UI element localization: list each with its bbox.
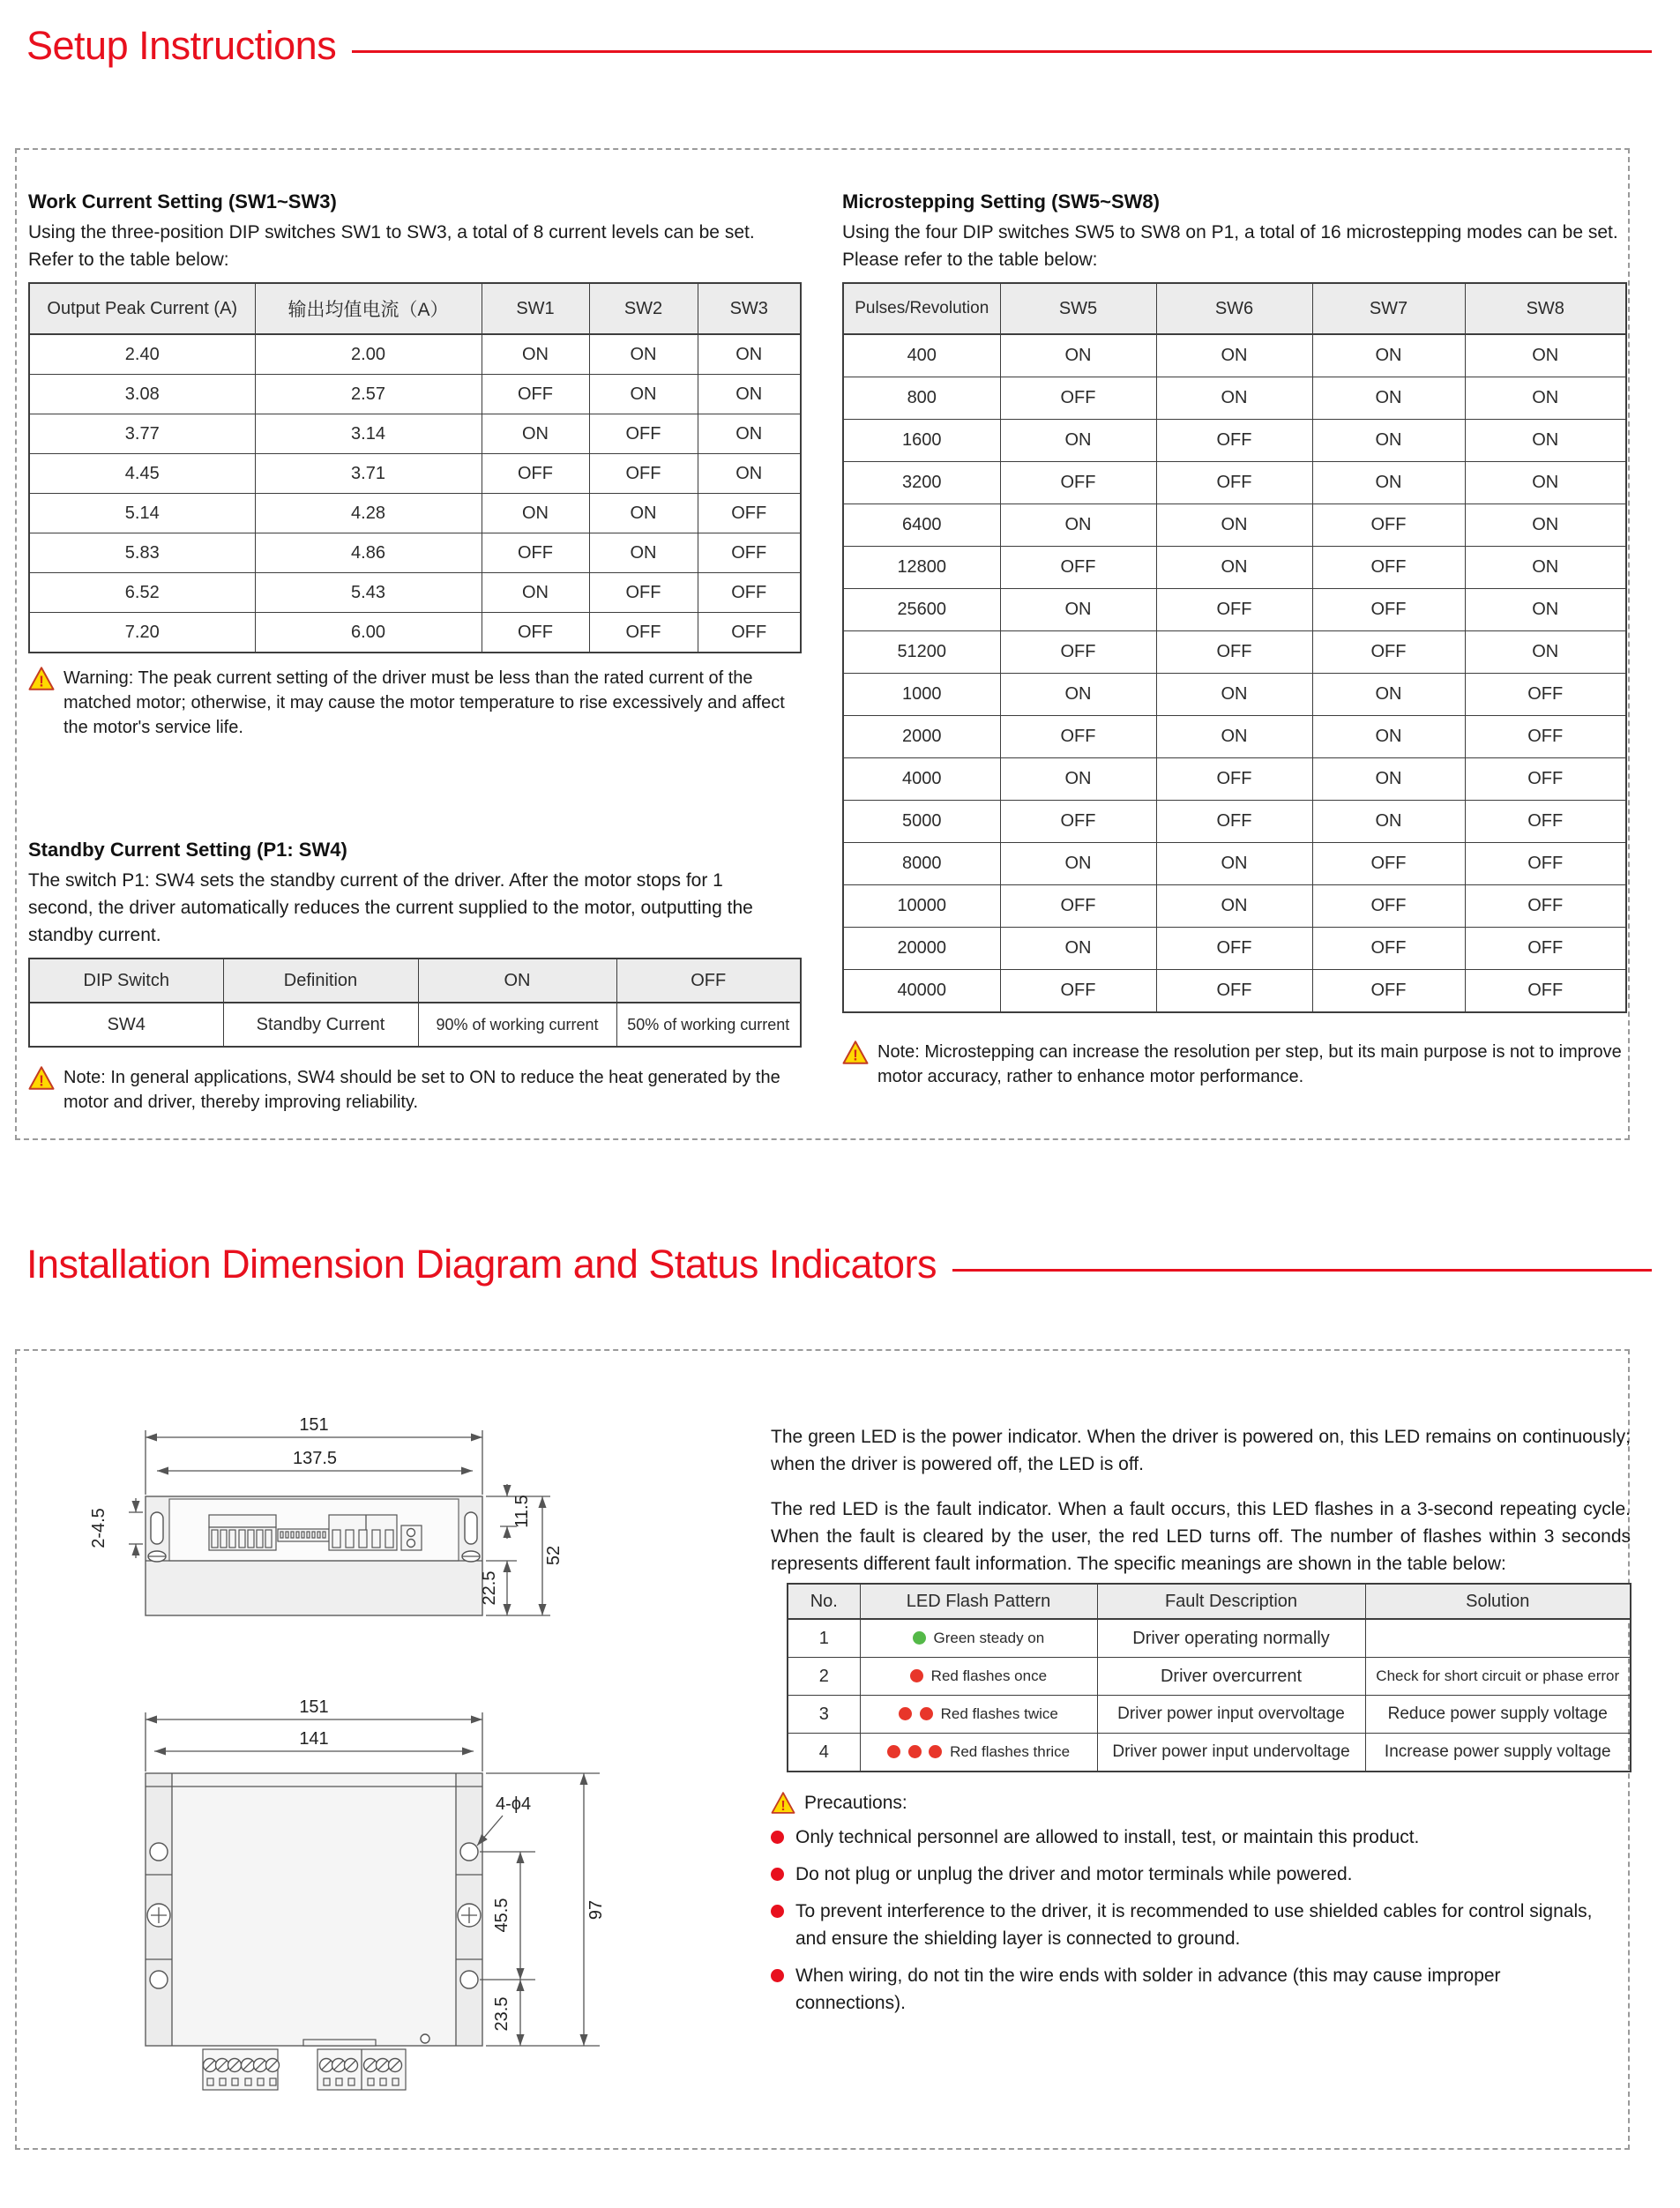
led-pattern-cell [860,1619,1097,1658]
led-pattern-label: Green steady on [933,1630,1045,1646]
table-cell: OFF [1000,716,1156,758]
table-cell: 4.86 [255,533,482,573]
microstepping-table [842,282,1627,1013]
table-row [843,547,1626,589]
table-row [29,494,801,533]
table-cell: ON [1000,758,1156,801]
note-text: Note: Microstepping can increase the resolution per step, but its main purpose is not to improve motor accuracy, rather to enhance motor performance. [877,1042,1622,1086]
table-cell: OFF [1156,970,1312,1013]
top-view-diagram [89,1415,564,1615]
table-cell: 8000 [843,843,1000,885]
table-header-cell: No. [788,1584,860,1619]
table-cell: OFF [1156,801,1312,843]
table-cell: ON [482,334,589,375]
table-cell: OFF [698,573,801,613]
table-cell: ON [1156,547,1312,589]
table-cell: OFF [1465,928,1626,970]
table-cell: Increase power supply voltage [1365,1734,1631,1772]
microstepping-heading: Microstepping Setting (SW5~SW8) [842,190,1160,213]
table-cell: ON [698,334,801,375]
table-cell: OFF [1000,801,1156,843]
svg-text:!: ! [39,672,44,690]
table-cell: ON [1465,547,1626,589]
table-row [843,843,1626,885]
table-cell: 5.83 [29,533,255,573]
table-row [29,573,801,613]
table-header-cell: LED Flash Pattern [860,1584,1097,1619]
table-cell: OFF [1000,970,1156,1013]
table-header-cell: SW7 [1312,283,1465,334]
table-cell: OFF [482,613,589,653]
table-cell: OFF [1312,547,1465,589]
table-cell: ON [1000,928,1156,970]
table-cell: OFF [1465,801,1626,843]
table-header-row [843,283,1626,334]
table-cell: 5000 [843,801,1000,843]
table-cell: 2000 [843,716,1000,758]
precautions-header [771,1792,1631,1814]
table-cell: 10000 [843,885,1000,928]
table-cell: 5.14 [29,494,255,533]
table-cell: Driver power input undervoltage [1097,1734,1365,1772]
table-row [843,420,1626,462]
microstepping-note [842,1040,1623,1089]
led-pattern-label: Red flashes once [930,1667,1048,1684]
section-rule [352,50,1652,53]
table-row [843,716,1626,758]
table-cell: 2 [788,1658,860,1696]
table-header-cell: SW5 [1000,283,1156,334]
table-cell: ON [1465,631,1626,674]
svg-text:!: ! [853,1046,858,1064]
table-cell [1365,1619,1631,1658]
precaution-text: To prevent interference to the driver, it is recommended to use shielded cables for control signals, and ensure the shielding layer is connected to ground. [795,1901,1593,1949]
table-cell: Driver power input overvoltage [1097,1696,1365,1734]
table-row [29,334,801,375]
table-cell: 3.14 [255,414,482,454]
section1-title: Setup Instructions [26,23,337,68]
table-cell: 7.20 [29,613,255,653]
table-header-cell: Solution [1365,1584,1631,1619]
table-cell: 4000 [843,758,1000,801]
table-cell: ON [1312,674,1465,716]
table-cell: ON [1156,674,1312,716]
table-header-cell: Pulses/Revolution [843,283,1000,334]
section1-header [26,23,1652,69]
precaution-text: When wiring, do not tin the wire ends with solder in advance (this may cause improper connections). [795,1966,1501,2013]
dim-label: 45.5 [492,1898,511,1933]
table-header-cell: SW1 [482,283,589,334]
section-rule [952,1269,1652,1272]
red-led-dot [887,1745,900,1758]
table-cell: 3 [788,1696,860,1734]
table-cell: 1600 [843,420,1000,462]
table-cell: 3.08 [29,375,255,414]
table-cell: Reduce power supply voltage [1365,1696,1631,1734]
table-cell: OFF [1000,462,1156,504]
table-row [843,801,1626,843]
table-cell: ON [482,573,589,613]
table-row [843,970,1626,1013]
table-cell: OFF [1312,504,1465,547]
table-cell: 51200 [843,631,1000,674]
table-cell: OFF [1465,758,1626,801]
table-cell: ON [1312,758,1465,801]
green-led-paragraph: The green LED is the power indicator. When the driver is powered on, this LED remains on continuously; when the driver is powered off, the LED is off. [771,1427,1631,1474]
note-text: Note: In general applications, SW4 should be set to ON to reduce the heat generated by the motor and driver, thereby improving reliability. [63,1068,780,1112]
table-row [843,631,1626,674]
table-cell: ON [1465,420,1626,462]
table-cell: 12800 [843,547,1000,589]
table-row [843,928,1626,970]
dim-label: 4-ϕ4 [496,1794,532,1814]
table-cell: OFF [698,533,801,573]
dim-label: 2-4.5 [89,1508,108,1548]
table-row [788,1734,1631,1772]
table-header-row [29,959,801,1003]
standby-current-note [28,1065,797,1115]
table-row [843,377,1626,420]
dim-label: 97 [586,1899,606,1921]
standby-current-intro: The switch P1: SW4 sets the standby current of the driver. After the motor stops for 1 second, the driver automatically reduces the current supplied to the motor, outputting the standby current. [28,870,753,945]
table-row [843,674,1626,716]
table-header-cell: 输出均值电流（A） [255,283,482,334]
table-cell: OFF [1465,674,1626,716]
table-cell: OFF [1312,885,1465,928]
table-row [788,1696,1631,1734]
dim-label: 141 [299,1729,329,1749]
table-cell: Driver operating normally [1097,1619,1365,1658]
table-cell: OFF [1000,547,1156,589]
red-led-paragraph: The red LED is the fault indicator. When a fault occurs, this LED flashes in a 3-second repeating cycle. When the fault is cleared by the user, the red LED turns off. The number of flashes within 3 seconds represents different fault information. The specific meanings are shown in the table below: [771,1499,1631,1574]
table-cell: 3.71 [255,454,482,494]
red-led-dot [899,1707,912,1720]
table-cell: ON [1312,377,1465,420]
table-cell: OFF [698,613,801,653]
table-header-cell: OFF [616,959,801,1003]
table-cell: 40000 [843,970,1000,1013]
table-cell: OFF [1312,970,1465,1013]
table-cell: ON [589,533,698,573]
table-cell: ON [1312,334,1465,377]
table-cell: ON [1000,420,1156,462]
table-cell: ON [482,494,589,533]
table-cell: OFF [589,454,698,494]
table-cell: 20000 [843,928,1000,970]
table-row [843,589,1626,631]
table-header-cell: Definition [223,959,418,1003]
standby-current-heading: Standby Current Setting (P1: SW4) [28,839,347,861]
table-cell: OFF [1156,589,1312,631]
dim-label: 52 [544,1545,564,1566]
table-cell: 1000 [843,674,1000,716]
table-cell: ON [1465,589,1626,631]
table-cell: OFF [1000,885,1156,928]
precaution-text: Do not plug or unplug the driver and motor terminals while powered. [795,1864,1353,1884]
table-cell: 50% of working current [616,1003,801,1047]
table-cell: 4 [788,1734,860,1772]
table-cell: ON [1312,462,1465,504]
table-row [29,1003,801,1047]
warning-triangle-icon [28,667,55,690]
table-header-cell: ON [418,959,616,1003]
table-header-row [29,283,801,334]
table-cell: OFF [1465,716,1626,758]
status-indicators-column [771,1423,1631,2017]
red-led-dot [908,1745,922,1758]
table-cell: ON [1312,716,1465,758]
table-cell: ON [1156,377,1312,420]
table-row [843,504,1626,547]
table-cell: 90% of working current [418,1003,616,1047]
table-cell: 2.57 [255,375,482,414]
led-pattern-cell [860,1658,1097,1696]
table-row [29,454,801,494]
table-cell: OFF [1000,631,1156,674]
svg-text:!: ! [780,1799,786,1814]
table-cell: ON [1156,504,1312,547]
table-row [843,758,1626,801]
table-row [843,334,1626,377]
table-cell: OFF [482,533,589,573]
note-triangle-icon [842,1041,869,1064]
table-cell: OFF [482,375,589,414]
work-current-warning [28,666,797,740]
table-cell: ON [1156,885,1312,928]
led-pattern-label: Red flashes twice [940,1705,1058,1722]
table-cell: 25600 [843,589,1000,631]
table-cell: Check for short circuit or phase error [1365,1658,1631,1696]
precaution-item [771,1824,1631,1851]
table-cell: Standby Current [223,1003,418,1047]
dim-label: 151 [299,1697,329,1717]
table-cell: OFF [589,414,698,454]
table-cell: ON [1156,334,1312,377]
table-cell: OFF [1312,843,1465,885]
table-cell: ON [1465,334,1626,377]
table-header-cell: SW6 [1156,283,1312,334]
dim-label: 151 [299,1415,329,1435]
table-header-cell: SW3 [698,283,801,334]
table-cell: OFF [698,494,801,533]
section2-header [26,1242,1652,1287]
table-row [29,375,801,414]
table-cell: ON [1156,716,1312,758]
table-row [788,1658,1631,1696]
precautions-title: Precautions: [804,1792,907,1813]
table-cell: ON [1156,843,1312,885]
standby-current-table [28,958,802,1048]
table-cell: ON [1312,801,1465,843]
table-cell: OFF [589,613,698,653]
front-view-diagram [146,1697,606,2090]
table-header-cell: Fault Description [1097,1584,1365,1619]
table-cell: Driver overcurrent [1097,1658,1365,1696]
microstepping-intro: Using the four DIP switches SW5 to SW8 on P1, a total of 16 microstepping modes can be set. Please refer to the table below: [842,222,1618,270]
microstepping-column [842,190,1627,1089]
table-cell: ON [1000,334,1156,377]
table-cell: OFF [1156,758,1312,801]
red-led-dot [929,1745,942,1758]
table-cell: ON [698,375,801,414]
note-triangle-icon [28,1066,55,1090]
table-cell: OFF [1156,928,1312,970]
led-pattern-label: Red flashes thrice [950,1743,1071,1760]
table-row [29,414,801,454]
table-cell: ON [698,414,801,454]
table-cell: OFF [1156,631,1312,674]
table-cell: ON [482,414,589,454]
warning-text: Warning: The peak current setting of the driver must be less than the rated current of the matched motor; otherwise, it may cause the motor temperature to rise excessively and affect the motor's service life. [63,668,785,737]
table-cell: 400 [843,334,1000,377]
table-cell: OFF [1312,928,1465,970]
dimension-diagrams [55,1411,681,2116]
table-cell: OFF [1465,843,1626,885]
table-cell: 800 [843,377,1000,420]
table-cell: 5.43 [255,573,482,613]
table-cell: 2.40 [29,334,255,375]
table-row [843,462,1626,504]
table-cell: 1 [788,1619,860,1658]
table-cell: ON [1465,462,1626,504]
dim-label: 22.5 [480,1570,499,1606]
table-cell: OFF [1312,589,1465,631]
table-cell: 3.77 [29,414,255,454]
table-header-cell: SW8 [1465,283,1626,334]
table-cell: OFF [1156,462,1312,504]
precaution-text: Only technical personnel are allowed to install, test, or maintain this product. [795,1827,1420,1847]
table-cell: OFF [1465,970,1626,1013]
table-header-row [788,1584,1631,1619]
dim-label: 11.5 [512,1495,532,1528]
precaution-item [771,1861,1631,1888]
bullet-dot-icon [771,1905,784,1918]
led-pattern-cell [860,1696,1097,1734]
green-led-dot [913,1631,926,1645]
bullet-dot-icon [771,1868,784,1881]
table-cell: ON [589,494,698,533]
setup-instructions-box [15,148,1630,1140]
table-row [788,1619,1631,1658]
table-cell: 3200 [843,462,1000,504]
table-header-cell: DIP Switch [29,959,223,1003]
table-cell: 4.45 [29,454,255,494]
led-pattern-cell [860,1734,1097,1772]
table-cell: OFF [482,454,589,494]
table-cell: ON [1000,504,1156,547]
work-current-table [28,282,802,653]
table-cell: ON [698,454,801,494]
bullet-dot-icon [771,1969,784,1982]
warning-triangle-icon [771,1792,795,1814]
precaution-item [771,1898,1631,1952]
table-cell: 6.52 [29,573,255,613]
table-cell: ON [1000,674,1156,716]
led-status-table [787,1583,1631,1772]
table-header-cell: Output Peak Current (A) [29,283,255,334]
table-header-cell: SW2 [589,283,698,334]
table-cell: 6.00 [255,613,482,653]
table-row [843,885,1626,928]
table-cell: ON [589,334,698,375]
svg-text:!: ! [39,1071,44,1090]
work-current-column [28,190,804,1115]
precaution-item [771,1962,1631,2017]
table-cell: OFF [1312,631,1465,674]
table-row [29,613,801,653]
work-current-intro: Using the three-position DIP switches SW1 to SW3, a total of 8 current levels can be set. Refer to the table below: [28,222,755,270]
table-cell: ON [589,375,698,414]
table-cell: OFF [1465,885,1626,928]
installation-box [15,1349,1630,2150]
table-cell: OFF [589,573,698,613]
table-cell: 6400 [843,504,1000,547]
table-cell: 2.00 [255,334,482,375]
work-current-heading: Work Current Setting (SW1~SW3) [28,190,337,213]
table-cell: OFF [1156,420,1312,462]
section2-title: Installation Dimension Diagram and Status Indicators [26,1242,937,1287]
table-row [29,533,801,573]
table-cell: ON [1465,377,1626,420]
table-cell: ON [1000,843,1156,885]
red-led-dot [920,1707,933,1720]
table-cell: SW4 [29,1003,223,1047]
table-cell: 4.28 [255,494,482,533]
red-led-dot [910,1669,923,1682]
table-cell: ON [1465,504,1626,547]
dim-label: 137.5 [292,1449,338,1468]
table-cell: ON [1000,589,1156,631]
bullet-dot-icon [771,1831,784,1844]
table-cell: ON [1312,420,1465,462]
table-cell: OFF [1000,377,1156,420]
dim-label: 23.5 [492,1996,511,2032]
